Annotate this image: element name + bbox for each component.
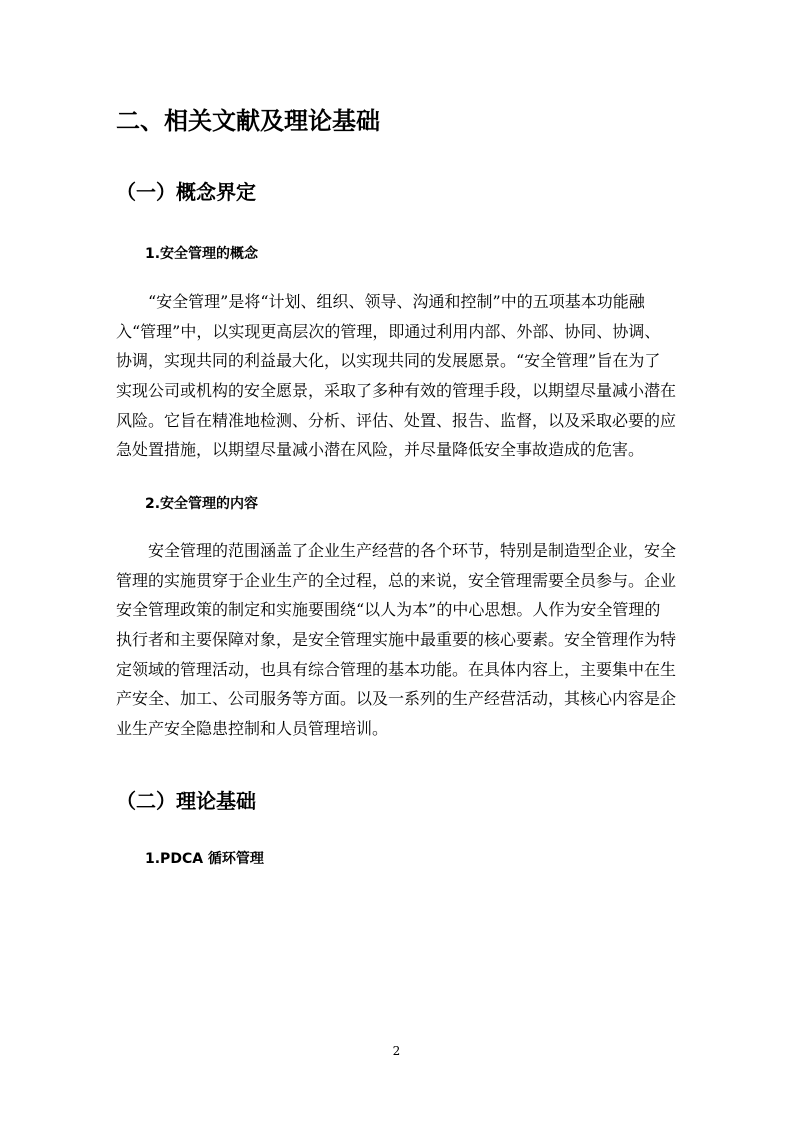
paragraph-line: 定领域的管理活动，也具有综合管理的基本功能。在具体内容上，主要集中在生: [116, 659, 677, 679]
subsection-heading-concept: 1.安全管理的概念: [145, 246, 259, 262]
paragraph-content: [116, 536, 676, 744]
paragraph-line: 管理的实施贯穿于企业生产的全过程，总的来说，安全管理需要全员参与。企业: [116, 570, 677, 590]
subsection-heading-pdca: 1.PDCA 循环管理: [145, 851, 264, 867]
section-heading-concepts: （一）概念界定: [116, 180, 256, 204]
paragraph-line: 急处置措施，以期望尽量减小潜在风险，并尽量降低安全事故造成的危害。: [116, 440, 645, 460]
paragraph-line: 业生产安全隐患控制和人员管理培训。: [116, 719, 389, 739]
paragraph-line: 安全管理的范围涵盖了企业生产经营的各个环节，特别是制造型企业，安全: [148, 541, 677, 560]
paragraph-line: 实现公司或机构的安全愿景，采取了多种有效的管理手段，以期望尽量减小潜在: [116, 381, 677, 401]
paragraph-line: 入“管理”中，以实现更高层次的管理，即通过利用内部、外部、协同、协调、: [116, 321, 661, 341]
paragraph-line: 产安全、加工、公司服务等方面。以及一系列的生产经营活动，其核心内容是企: [116, 689, 677, 709]
paragraph-concept: [116, 287, 676, 465]
paragraph-line: 安全管理政策的制定和实施要围绕“以人为本”的中心思想。人作为安全管理的: [116, 600, 661, 620]
chapter-heading: 二、相关文献及理论基础: [116, 107, 380, 135]
subsection-heading-content: 2.安全管理的内容: [145, 496, 259, 512]
page-number: 2: [392, 1044, 401, 1058]
section-heading-theory: （二）理论基础: [116, 789, 256, 813]
paragraph-line: “安全管理”是将“计划、组织、领导、沟通和控制”中的五项基本功能融: [148, 292, 645, 311]
paragraph-line: 风险。它旨在精准地检测、分析、评估、处置、报告、监督，以及采取必要的应: [116, 410, 677, 430]
paragraph-line: 协调，实现共同的利益最大化，以实现共同的发展愿景。“安全管理”旨在为了: [116, 351, 661, 371]
paragraph-line: 执行者和主要保障对象，是安全管理实施中最重要的核心要素。安全管理作为特: [116, 630, 677, 650]
